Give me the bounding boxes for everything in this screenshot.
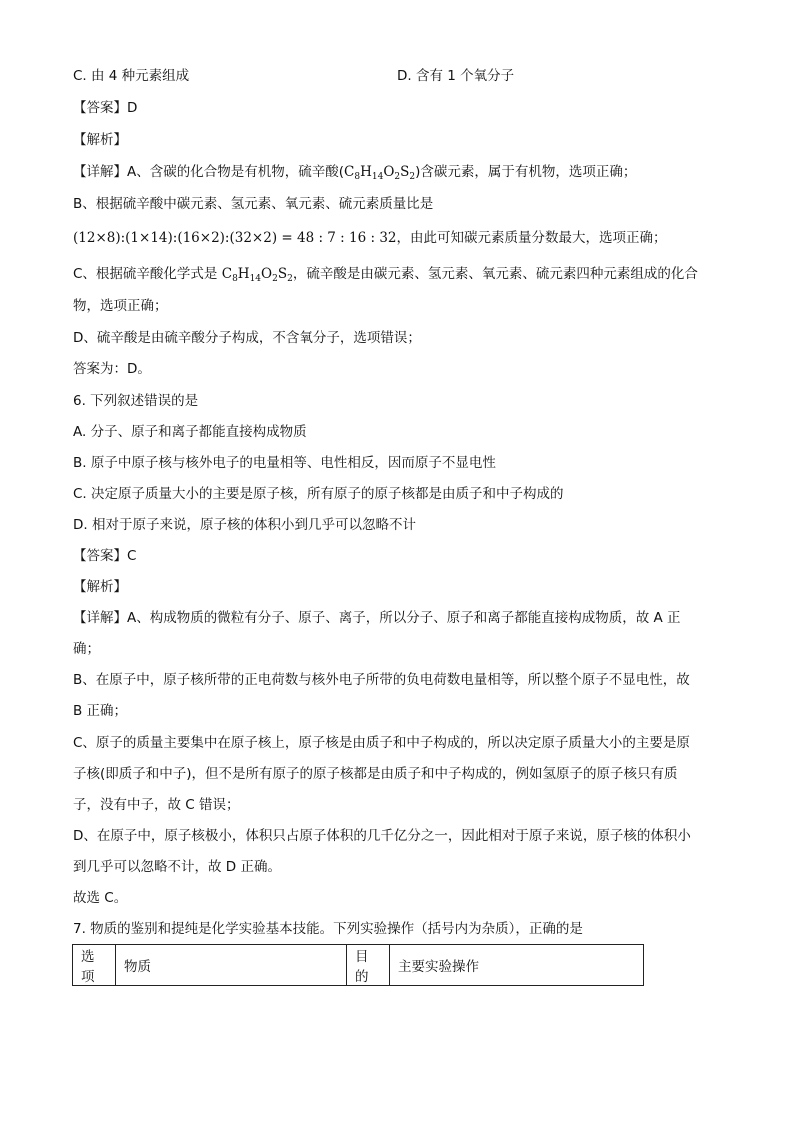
q6-analysis-label: 【解析】 — [73, 579, 127, 595]
table-header-cell: 物质 — [116, 945, 347, 986]
detail-a1-text: A、构成物质的微粒有分子、原子、离子，所以分子、原子和离子都能直接构成物质，故 A 正 — [127, 610, 681, 626]
q6-option-a: A. 分子、原子和离子都能直接构成物质 — [73, 424, 307, 440]
q5-analysis-label: 【解析】 — [73, 132, 127, 148]
answer-value: D — [127, 100, 138, 116]
table-header-cell: 选项 — [73, 945, 116, 986]
q6-answer — [73, 546, 136, 566]
detail-label: 【详解】 — [73, 610, 127, 626]
q5-final: 答案为：D。 — [73, 361, 151, 377]
q6-stem: 6. 下列叙述错误的是 — [73, 393, 199, 409]
chemical-formula: $C_8H_{14}O_2S_2$ — [344, 164, 416, 182]
q7-stem: 7. 物质的鉴别和提纯是化学实验基本技能。下列实验操作（括号内为杂质），正确的是 — [73, 921, 583, 937]
answer-value: C — [127, 548, 137, 564]
detail-c-pre: C、根据硫辛酸化学式是 — [73, 266, 222, 282]
detail-a-post: 含碳元素，属于有机物，选项正确； — [420, 164, 637, 180]
q6-detail-c2: 子核(即质子和中子)，但不是所有原子的原子核都是由质子和中子构成的，例如氢原子的原子核只有质 — [73, 766, 678, 782]
detail-b-post: ，由此可知碳元素质量分数最大，选项正确； — [396, 230, 667, 246]
q7-options-table — [72, 944, 644, 986]
q5-detail-d: D、硫辛酸是由硫辛酸分子构成，不含氧分子，选项错误； — [73, 330, 421, 346]
q5-detail-a — [73, 162, 636, 182]
q5-answer — [73, 98, 137, 118]
q6-detail-b1: B、在原子中，原子核所带的正电荷数与核外电子所带的负电荷数电量相等，所以整个原子不显电性，故 — [73, 672, 690, 688]
q6-detail-c1: C、原子的质量主要集中在原子核上，原子核是由质子和中子构成的，所以决定原子质量大小的主要是原 — [73, 735, 690, 751]
mass-ratio-formula: (12×8):(1×14):(16×2):(32×2) = 48 : 7 : 16 : 32 — [73, 230, 397, 246]
q6-detail-c3: 子，没有中子，故 C 错误； — [73, 797, 240, 813]
detail-label: 【详解】 — [73, 164, 127, 180]
table-header-row — [73, 945, 644, 986]
q5-detail-b: B、根据硫辛酸中碳元素、氢元素、氧元素、硫元素质量比是 — [73, 196, 434, 212]
answer-label: 【答案】 — [73, 548, 127, 564]
q5-detail-c — [73, 264, 698, 284]
table-header-cell: 主要实验操作 — [390, 945, 644, 986]
q6-option-c: C. 决定原子质量大小的主要是原子核，所有原子的原子核都是由质子和中子构成的 — [73, 486, 564, 502]
table-header-cell: 目的 — [347, 945, 390, 986]
q6-detail-b2: B 正确； — [73, 703, 128, 719]
detail-c-post: ，硫辛酸是由碳元素、氢元素、氧元素、硫元素四种元素组成的化合 — [292, 266, 698, 282]
q5-detail-b-ratio — [73, 228, 667, 248]
q5-detail-c2: 物，选项正确； — [73, 298, 168, 314]
q6-detail-a2: 确； — [73, 641, 100, 657]
formula-close: ) — [415, 164, 421, 180]
q6-option-d: D. 相对于原子来说，原子核的体积小到几乎可以忽略不计 — [73, 517, 416, 533]
q6-final: 故选 C。 — [73, 890, 128, 906]
q6-option-b: B. 原子中原子核与核外电子的电量相等、电性相反，因而原子不显电性 — [73, 455, 496, 471]
q6-detail-a1 — [73, 608, 681, 628]
q6-detail-d2: 到几乎可以忽略不计，故 D 正确。 — [73, 859, 281, 875]
answer-label: 【答案】 — [73, 100, 127, 116]
q5-option-d: D. 含有 1 个氧分子 — [397, 68, 515, 84]
q6-detail-d1: D、在原子中，原子核极小，体积只占原子体积的几千亿分之一，因此相对于原子来说，原子核的体积小 — [73, 828, 691, 844]
detail-a-text: A、含碳的化合物是有机物，硫辛酸( — [127, 164, 345, 180]
chemical-formula-2: $C_8H_{14}O_2S_2$ — [221, 266, 293, 284]
q5-option-c: C. 由 4 种元素组成 — [73, 68, 190, 84]
